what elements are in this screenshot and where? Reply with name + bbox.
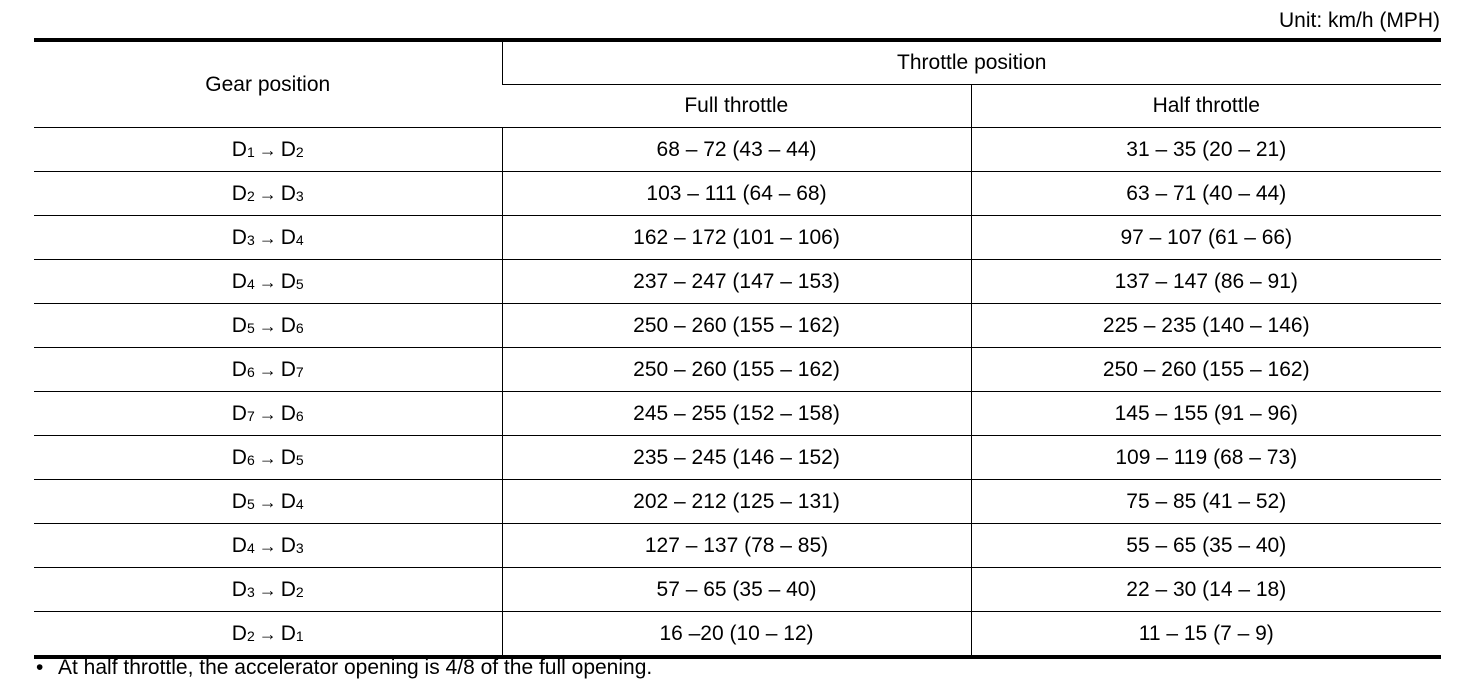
right-arrow-icon: → [258,227,277,248]
full-throttle-cell: 103 – 111 (64 – 68) [502,172,971,216]
gear-to: D [280,357,296,381]
right-arrow-icon: → [258,359,277,380]
gear-from: D [231,225,247,249]
gear-from: D [231,445,247,469]
gear-position-header: Gear position [34,40,502,128]
gear-from: D [231,621,247,645]
table-row [34,392,1441,436]
full-throttle-cell: 162 – 172 (101 – 106) [502,216,971,260]
half-throttle-cell: 11 – 15 (7 – 9) [971,612,1441,658]
gear-shift-cell [34,480,502,524]
gear-to: D [280,225,296,249]
gear-to: D [280,445,296,469]
gear-from: D [231,401,247,425]
right-arrow-icon: → [258,271,277,292]
table-body [34,128,1441,658]
gear-shift-cell [34,216,502,260]
table-row [34,304,1441,348]
gear-from-number: 5 [246,495,255,512]
half-throttle-header: Half throttle [971,85,1441,128]
gear-to: D [280,181,296,205]
full-throttle-cell: 235 – 245 (146 – 152) [502,436,971,480]
gear-to-number: 3 [295,187,304,204]
gear-shift-cell [34,436,502,480]
gear-to-number: 4 [295,231,304,248]
unit-label: Unit: km/h (MPH) [1278,9,1440,32]
half-throttle-cell: 225 – 235 (140 – 146) [971,304,1441,348]
gear-from: D [231,357,247,381]
table-row [34,612,1441,658]
half-throttle-cell: 109 – 119 (68 – 73) [971,436,1441,480]
table-row [34,172,1441,216]
gear-from-number: 5 [246,319,255,336]
gear-from-number: 3 [246,583,255,600]
gear-from-number: 3 [246,231,255,248]
half-throttle-cell: 75 – 85 (41 – 52) [971,480,1441,524]
gear-from: D [231,577,247,601]
gear-shift-cell [34,612,502,658]
gear-from-number: 6 [246,451,255,468]
half-throttle-cell: 31 – 35 (20 – 21) [971,128,1441,172]
gear-from: D [231,313,247,337]
gear-from-number: 4 [246,275,255,292]
gear-shift-cell [34,128,502,172]
right-arrow-icon: → [258,579,277,600]
gear-from: D [231,269,247,293]
gear-to: D [280,137,296,161]
gear-from-number: 6 [246,363,255,380]
full-throttle-cell: 237 – 247 (147 – 153) [502,260,971,304]
gear-to: D [280,533,296,557]
full-throttle-cell: 127 – 137 (78 – 85) [502,524,971,568]
right-arrow-icon: → [258,447,277,468]
gear-to-number: 2 [295,583,304,600]
right-arrow-icon: → [258,315,277,336]
gear-to: D [280,621,296,645]
gear-to-number: 7 [295,363,304,380]
full-throttle-cell: 68 – 72 (43 – 44) [502,128,971,172]
gear-to-number: 2 [295,143,304,160]
gear-shift-cell [34,304,502,348]
full-throttle-cell: 250 – 260 (155 – 162) [502,304,971,348]
bullet-icon: • [36,656,44,679]
gear-to: D [280,489,296,513]
gear-to-number: 4 [295,495,304,512]
table-row [34,524,1441,568]
gear-to-number: 5 [295,275,304,292]
right-arrow-icon: → [258,535,277,556]
half-throttle-cell: 97 – 107 (61 – 66) [971,216,1441,260]
table-row [34,216,1441,260]
gear-to: D [280,269,296,293]
gear-shift-cell [34,172,502,216]
gear-to: D [280,577,296,601]
gear-from-number: 1 [246,143,255,160]
right-arrow-icon: → [258,623,277,644]
right-arrow-icon: → [258,403,277,424]
table-row [34,128,1441,172]
table-row [34,260,1441,304]
gear-from-number: 4 [246,539,255,556]
gear-shift-cell [34,348,502,392]
footnote-text: At half throttle, the accelerator opening is 4/8 of the full opening. [58,656,653,679]
full-throttle-cell: 16 –20 (10 – 12) [502,612,971,658]
gear-to-number: 1 [295,627,304,644]
right-arrow-icon: → [258,139,277,160]
gear-shift-cell [34,568,502,612]
full-throttle-header: Full throttle [502,85,971,128]
gear-from: D [231,489,247,513]
table-row [34,480,1441,524]
right-arrow-icon: → [258,183,277,204]
full-throttle-cell: 250 – 260 (155 – 162) [502,348,971,392]
half-throttle-cell: 137 – 147 (86 – 91) [971,260,1441,304]
gear-from: D [231,533,247,557]
throttle-position-header: Throttle position [502,40,1441,85]
half-throttle-cell: 63 – 71 (40 – 44) [971,172,1441,216]
gear-shift-cell [34,524,502,568]
full-throttle-cell: 245 – 255 (152 – 158) [502,392,971,436]
shift-speed-table [34,38,1441,659]
gear-to-number: 6 [295,319,304,336]
gear-from-number: 2 [246,627,255,644]
full-throttle-cell: 57 – 65 (35 – 40) [502,568,971,612]
gear-to: D [280,313,296,337]
header-row-1 [34,40,1441,85]
gear-to: D [280,401,296,425]
gear-from-number: 2 [246,187,255,204]
half-throttle-cell: 250 – 260 (155 – 162) [971,348,1441,392]
table-row [34,436,1441,480]
gear-from-number: 7 [246,407,255,424]
half-throttle-cell: 22 – 30 (14 – 18) [971,568,1441,612]
full-throttle-cell: 202 – 212 (125 – 131) [502,480,971,524]
table-row [34,348,1441,392]
gear-to-number: 6 [295,407,304,424]
gear-to-number: 5 [295,451,304,468]
gear-from: D [231,181,247,205]
table-row [34,568,1441,612]
half-throttle-cell: 145 – 155 (91 – 96) [971,392,1441,436]
half-throttle-cell: 55 – 65 (35 – 40) [971,524,1441,568]
gear-shift-cell [34,392,502,436]
gear-shift-cell [34,260,502,304]
right-arrow-icon: → [258,491,277,512]
gear-to-number: 3 [295,539,304,556]
gear-from: D [231,137,247,161]
footnote [36,655,652,681]
